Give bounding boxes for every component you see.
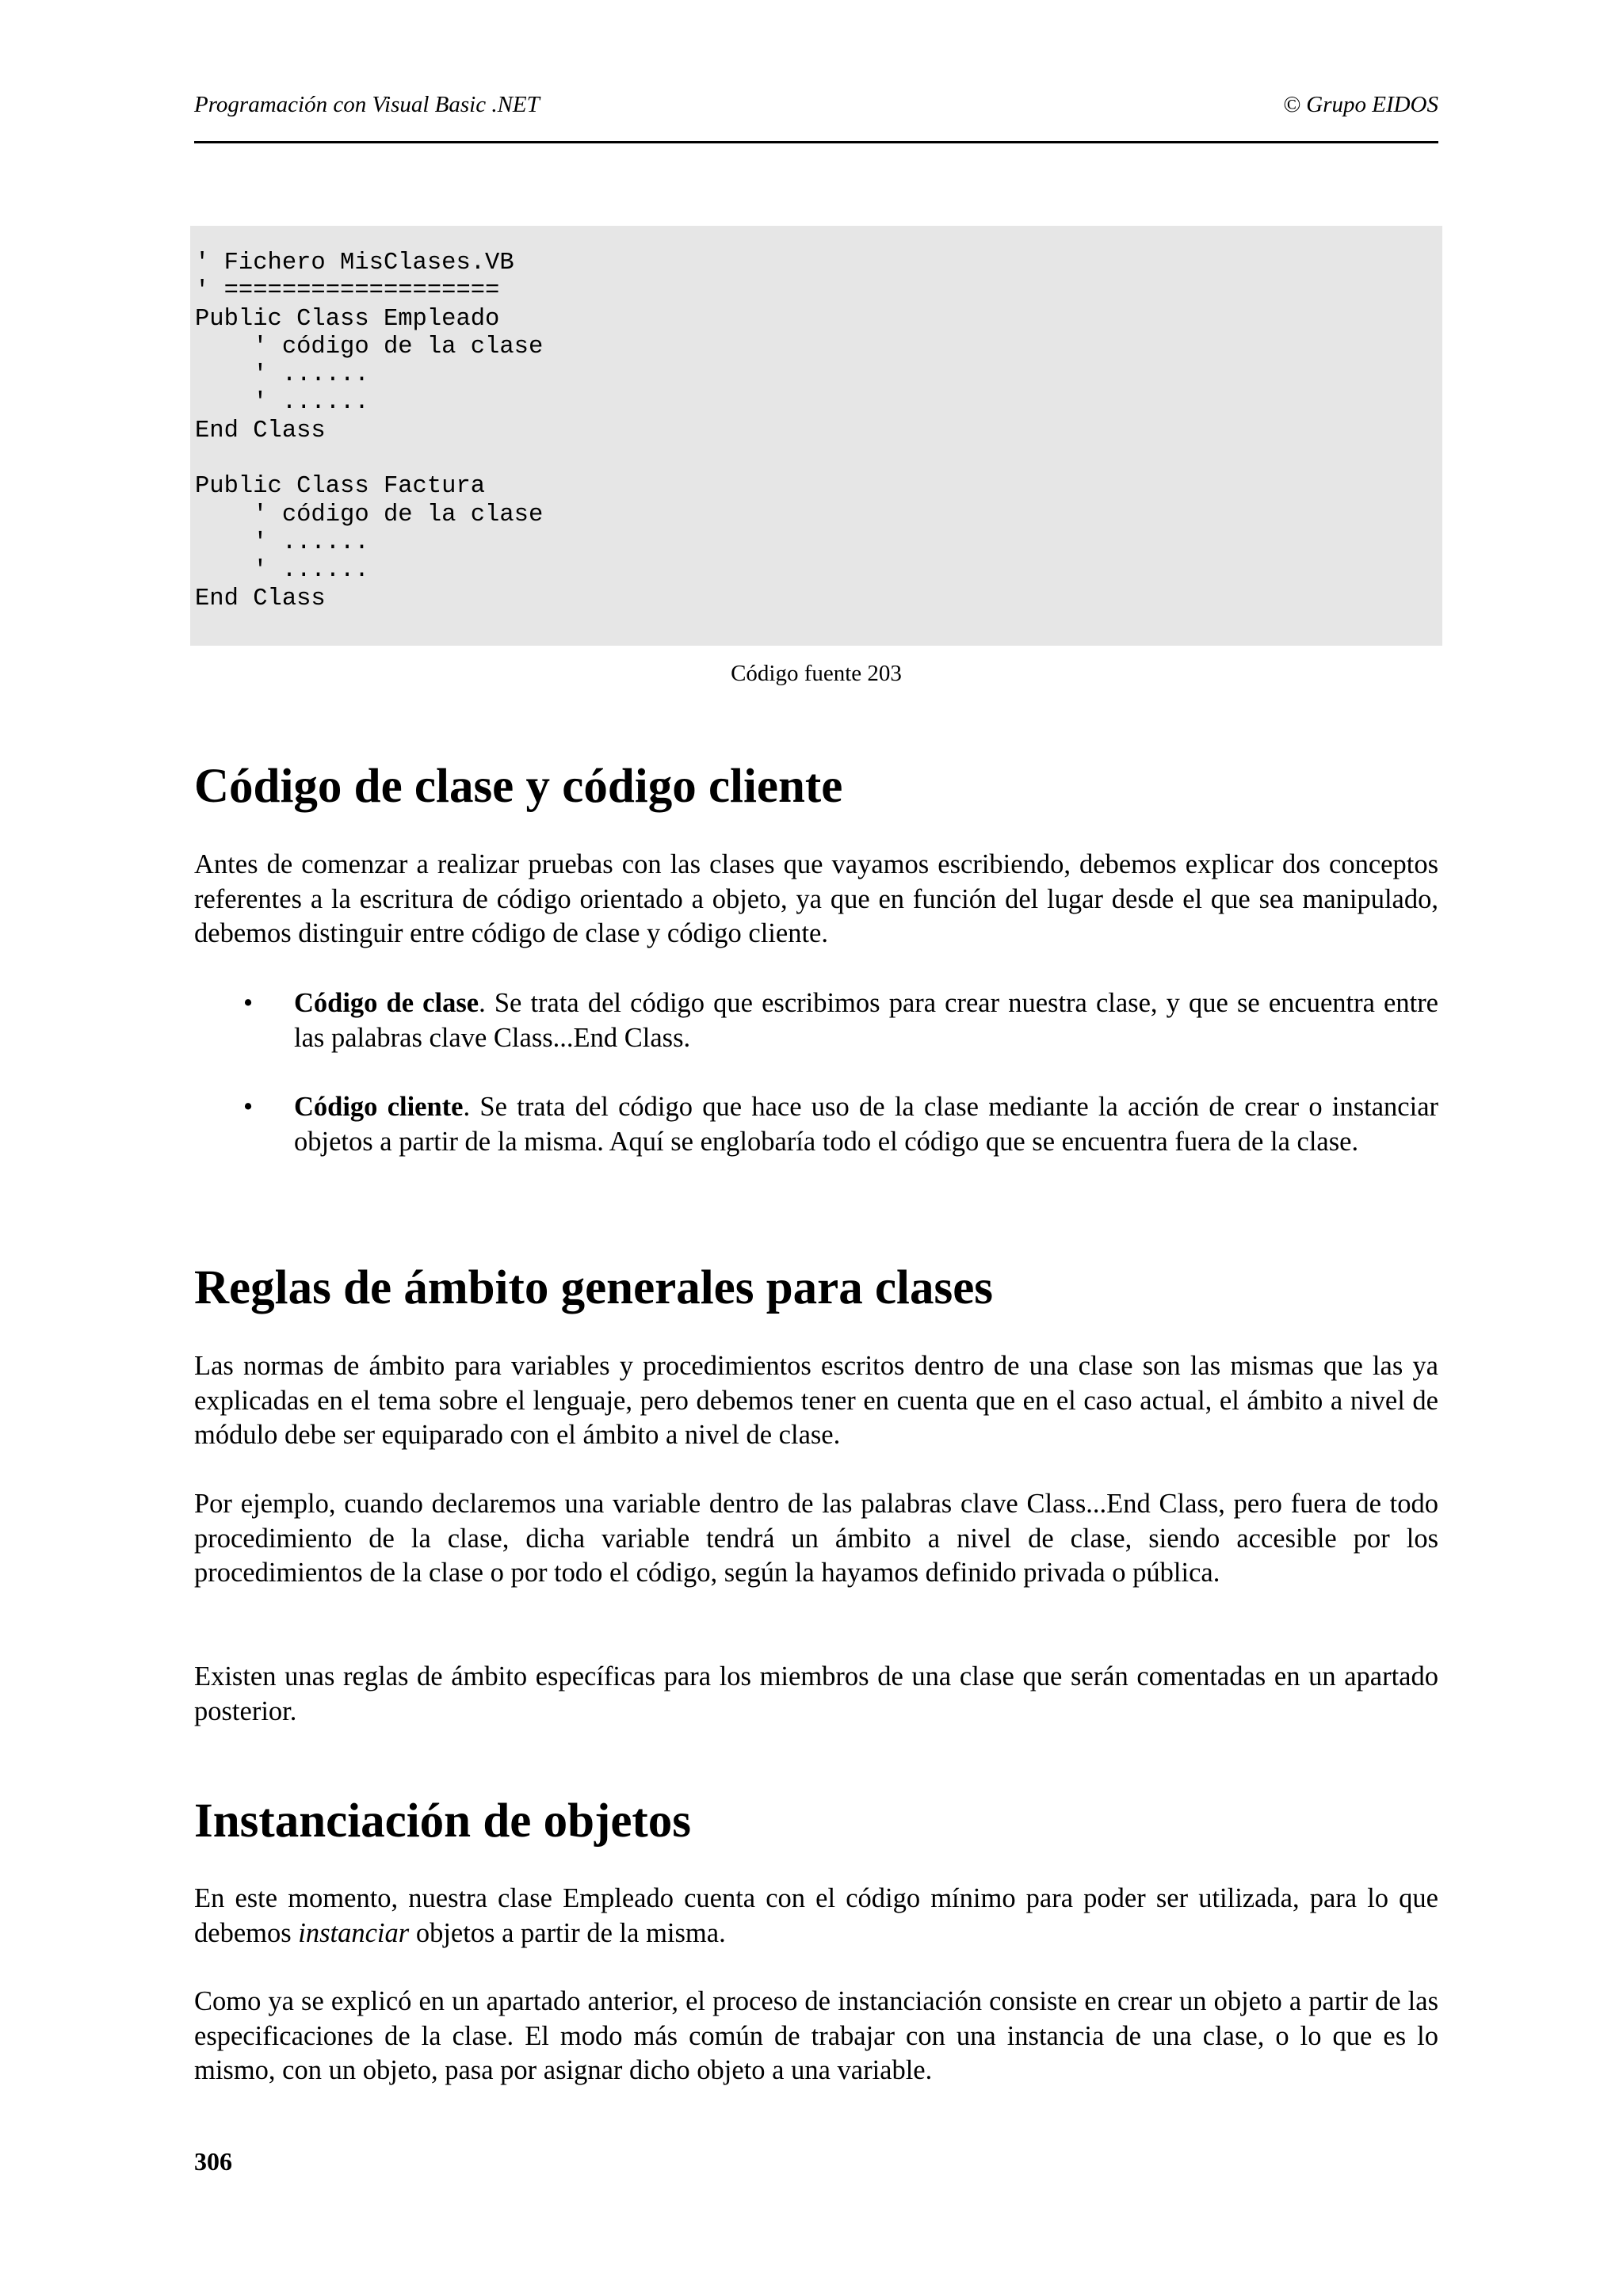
list-item-description: . Se trata del código que escribimos para crear nuestra clase, y que se encuentra entre las palabras clave Class...End Class. [294, 988, 1438, 1053]
header-book-title: Programación con Visual Basic .NET [194, 92, 540, 117]
code-line: ' =================== [195, 277, 500, 305]
code-line: Public Class Factura [195, 473, 486, 501]
paragraph-scope-rules: Las normas de ámbito para variables y procedimientos escritos dentro de una clase son las mismas que las ya explicadas en el tema sobre el lenguaje, pero debemos tener en cuenta que en el caso actual, el ámbito a nivel de módulo debe ser equiparado con el ámbito a nivel de clase. [194, 1351, 1438, 1450]
text-run: objetos a partir de la misma. [409, 1917, 726, 1948]
running-header [194, 92, 1438, 143]
page-number: 306 [194, 2147, 232, 2176]
list-item-term: Código de clase [294, 988, 479, 1018]
text-run: En este momento, nuestra clase Empleado cuenta con el código mínimo para poder ser utilizada, para lo que debemos [194, 1883, 1438, 1948]
code-line: ' ...... [195, 361, 369, 389]
code-line: ' código de la clase [195, 501, 544, 528]
list-item-text [294, 1090, 1438, 1159]
code-line: ' Fichero MisClases.VB [195, 250, 514, 277]
section-heading-instantiation: Instanciación de objetos [194, 1794, 691, 1848]
code-caption: Código fuente 203 [731, 661, 902, 686]
code-line: ' ...... [195, 528, 369, 556]
list-item-term: Código cliente [294, 1092, 464, 1122]
code-listing [190, 226, 1442, 646]
paragraph-instantiation-process: Como ya se explicó en un apartado anterior, el proceso de instanciación consiste en crear un objeto a partir de las especificaciones de la clase. El modo más común de trabajar con una instancia de una clase, o lo que es lo mismo, con un objeto, pasa por asignar dicho objeto a una variable. [194, 1986, 1438, 2085]
code-line: ' ...... [195, 557, 369, 585]
section-heading-class-and-client-code: Código de clase y código cliente [194, 760, 843, 813]
code-blank-line [195, 445, 1442, 473]
code-line: ' ...... [195, 389, 369, 417]
bullet-icon: • [243, 988, 254, 1018]
code-line: End Class [195, 417, 326, 444]
list-item-class-code [194, 986, 1438, 1055]
list-item-description: . Se trata del código que hace uso de la clase mediante la acción de crear o instanciar objetos a partir de la misma. Aquí se englobaría todo el código que se encuentra fuera de la clase. [294, 1092, 1438, 1157]
code-line: ' código de la clase [195, 333, 544, 360]
header-publisher: © Grupo EIDOS [1282, 92, 1438, 117]
list-item-text [294, 986, 1438, 1055]
paragraph-intro: Antes de comenzar a realizar pruebas con las clases que vayamos escribiendo, debemos explicar dos conceptos referentes a la escritura de código orientado a objeto, ya que en función del lugar desde el que sea manipulado, debemos distinguir entre código de clase y código cliente. [194, 849, 1438, 948]
paragraph-specific-rules: Existen unas reglas de ámbito específicas para los miembros de una clase que serán comentadas en un apartado posterior. [194, 1661, 1438, 1726]
list-item-client-code [194, 1090, 1438, 1159]
code-line: End Class [195, 585, 326, 612]
bullet-icon: • [243, 1092, 254, 1122]
emphasized-term: instanciar [298, 1917, 410, 1948]
section-heading-scope-rules: Reglas de ámbito generales para clases [194, 1261, 994, 1314]
code-line: Public Class Empleado [195, 305, 500, 333]
paragraph-instantiation-intro [194, 1882, 1438, 1951]
paragraph-scope-example: Por ejemplo, cuando declaremos una variable dentro de las palabras clave Class...End Class, pero fuera de todo procedimiento de la clase, dicha variable tendrá un ámbito a nivel de clase, siendo accesible por los procedimientos de la clase o por todo el código, según la hayamos definido privada o pública. [194, 1489, 1438, 1588]
